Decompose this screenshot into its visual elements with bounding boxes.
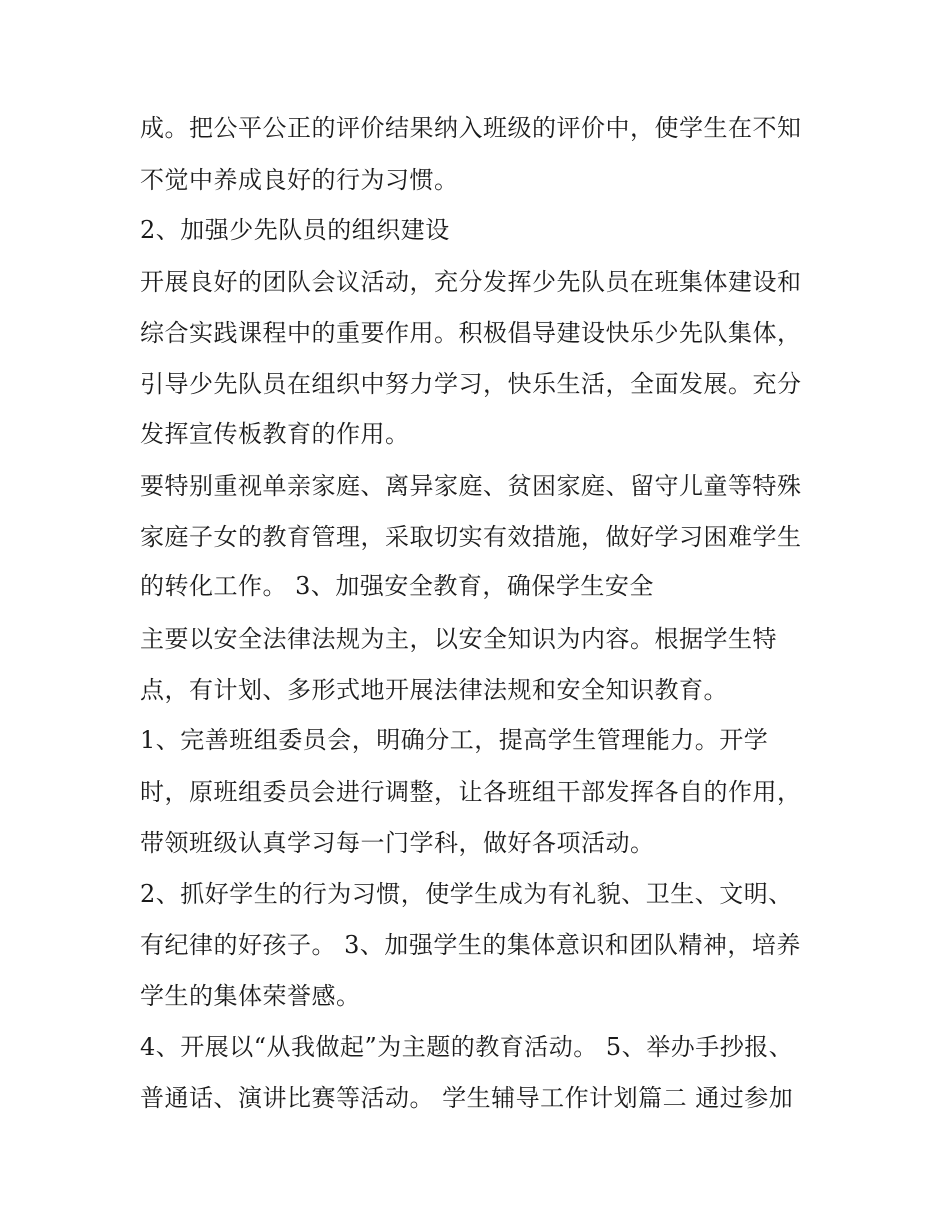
text-line: 开展良好的团队会议活动，充分发挥少先队员在班集体建设和 xyxy=(140,268,802,296)
text-line: 2、抓好学生的行为习惯，使学生成为有礼貌、卫生、文明、 xyxy=(140,880,793,908)
text-line: 要特别重视单亲家庭、离异家庭、贫困家庭、留守儿童等特殊 xyxy=(140,472,802,500)
text-line: 时，原班组委员会进行调整，让各班组干部发挥各自的作用， xyxy=(140,778,802,806)
text-line: 学生的集体荣誉感。 xyxy=(140,982,361,1010)
text-line: 的转化工作。 3、加强安全教育，确保学生安全 xyxy=(140,572,654,600)
text-line: 点，有计划、多形式地开展法律法规和安全知识教育。 xyxy=(140,676,728,704)
text-line: 4、开展以“从我做起”为主题的教育活动。 5、举办手抄报、 xyxy=(140,1033,794,1061)
text-line: 家庭子女的教育管理，采取切实有效措施，做好学习困难学生 xyxy=(140,523,802,551)
section-heading: 2、加强少先队员的组织建设 xyxy=(140,216,450,244)
text-line: 综合实践课程中的重要作用。积极倡导建设快乐少先队集体， xyxy=(140,319,802,347)
text-line: 有纪律的好孩子。 3、加强学生的集体意识和团队精神，培养 xyxy=(140,931,801,959)
text-line: 主要以安全法律法规为主，以安全知识为内容。根据学生特 xyxy=(140,625,777,653)
text-line: 不觉中养成良好的行为习惯。 xyxy=(140,166,459,194)
text-line: 引导少先队员在组织中努力学习，快乐生活，全面发展。充分 xyxy=(140,370,802,398)
text-line: 发挥宣传板教育的作用。 xyxy=(140,420,410,448)
text-line: 1、完善班组委员会，明确分工，提高学生管理能力。开学 xyxy=(140,726,769,754)
text-line: 成。把公平公正的评价结果纳入班级的评价中，使学生在不知 xyxy=(140,114,802,142)
text-line: 普通话、演讲比赛等活动。 学生辅导工作计划篇二 通过参加 xyxy=(140,1084,794,1112)
text-line: 带领班级认真学习每一门学科，做好各项活动。 xyxy=(140,829,655,857)
